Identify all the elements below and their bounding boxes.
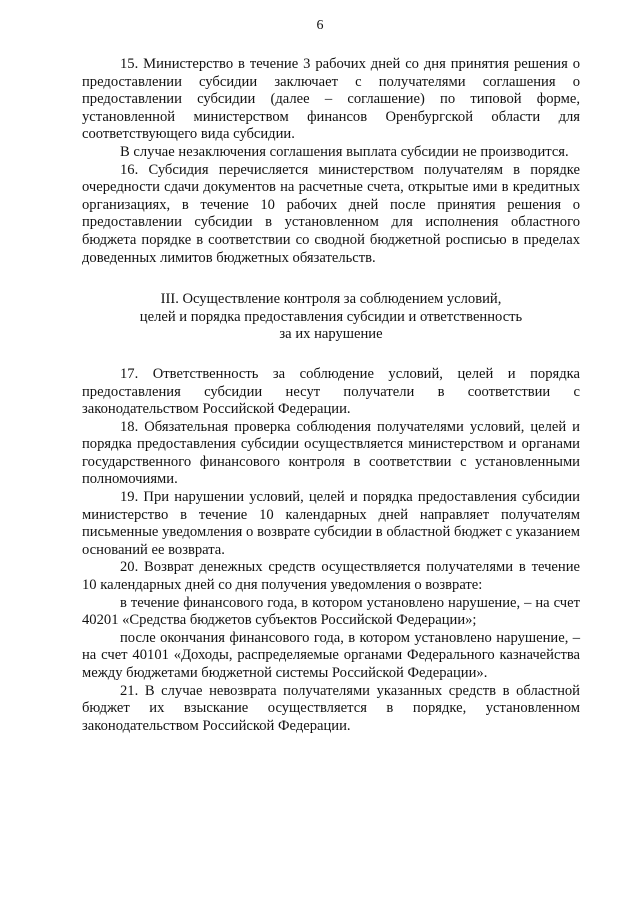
paragraph-no-agreement: В случае незаключения соглашения выплата субсидии не производится.	[120, 143, 569, 160]
paragraph-21: 21. В случае невозврата получателями указанных средств в областной бюджет их взыскание осуществляется в порядке, установленном законодательством Российской Федерации.	[82, 682, 580, 734]
paragraph-20-current-year: в течение финансового года, в котором установлено нарушение, – на счет 40201 «Средства бюджетов субъектов Российской Федерации»;	[82, 594, 580, 629]
paragraph-20-after-year: после окончания финансового года, в котором установлено нарушение, – на счет 40101 «Доходы, распределяемые органами Федерального казначейства между бюджетами бюджетной системы Российской Федерации».	[82, 629, 580, 681]
paragraph-20: 20. Возврат денежных средств осуществляется получателями в течение 10 календарных дней со дня получения уведомления о возврате:	[82, 559, 580, 594]
paragraph-17: 17. Ответственность за соблюдение условий, целей и порядка предоставления субсидии несут получатели в соответствии с законодательством Российской Федерации.	[82, 365, 580, 418]
section-heading-line-3: за их нарушение	[279, 326, 383, 343]
section-heading-line-2: целей и порядка предоставления субсидии и ответственность	[139, 308, 523, 325]
section-heading-iii	[82, 291, 580, 344]
paragraph-19: 19. При нарушении условий, целей и порядка предоставления субсидии министерство в течение 10 календарных дней направляет получателям письменные уведомления о возврате субсидии в областной бюджет с указанием оснований ее возврата.	[82, 489, 580, 558]
document-body	[82, 56, 580, 735]
section-heading-line-1: III. Осуществление контроля за соблюдением условий,	[160, 291, 502, 308]
page-number: 6	[316, 18, 324, 33]
paragraph-18: 18. Обязательная проверка соблюдения получателями условий, целей и порядка предоставления субсидии осуществляется министерством и органами государственного финансового контроля в соответствии с установленными полномочиями.	[82, 418, 580, 488]
paragraph-15: 15. Министерство в течение 3 рабочих дней со дня принятия решения о предоставлении субсидии заключает с получателями соглашения о предоставлении субсидии (далее – соглашение) по типовой форме, установленной министерством финансов Оренбургской области для соответствующего вида субсидии.	[82, 56, 580, 143]
paragraph-16: 16. Субсидия перечисляется министерством получателям в порядке очередности сдачи документов на расчетные счета, открытые ими в кредитных организациях, в течение 10 рабочих дней после принятия решения о предоставлении субсидии в установленном для исполнения областного бюджета порядке в соответствии со сводной бюджетной росписью в пределах доведенных лимитов бюджетных обязательств.	[82, 161, 580, 266]
